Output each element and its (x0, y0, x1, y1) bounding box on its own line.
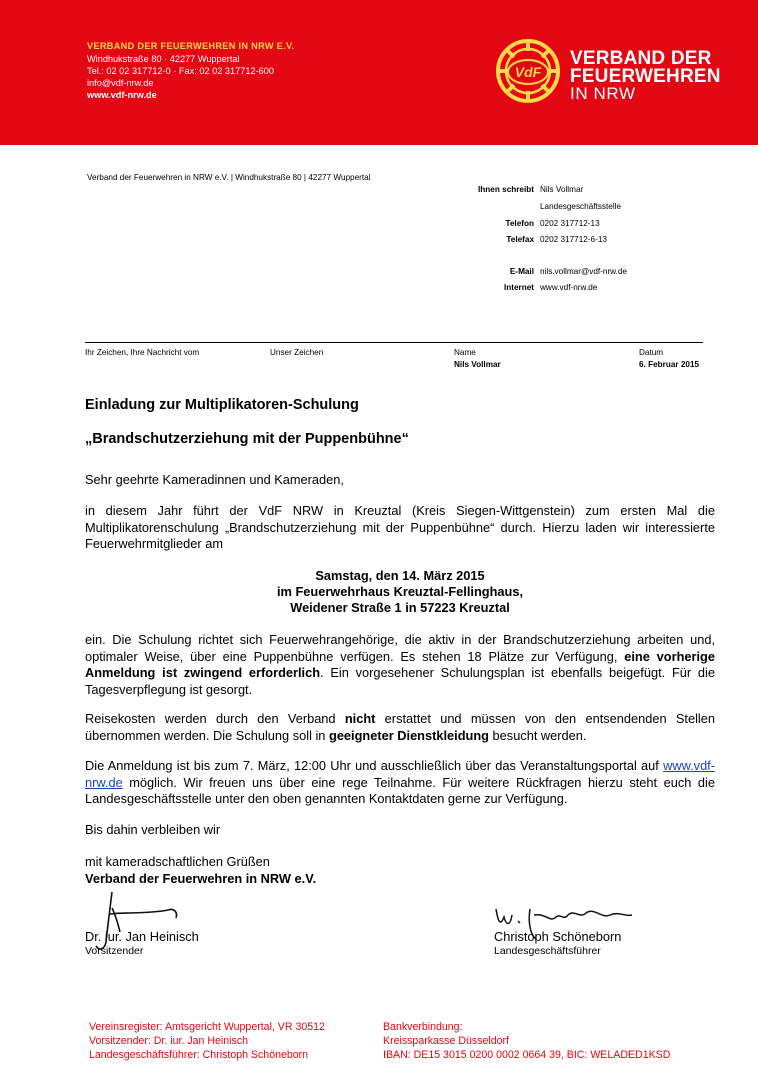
event-place: im Feuerwehrhaus Kreuztal-Fellinghaus, (276, 584, 524, 599)
registration-required-text: eine vorherige Anmeldung ist zwingend erforderlich (85, 648, 715, 681)
signer-right-name: Christoph Schöneborn (494, 929, 622, 944)
writer-department: Landesgeschäftsstelle (540, 202, 622, 211)
logo-mark-text: VdF (514, 64, 542, 80)
footer-bank-iban: IBAN: DE15 3015 0200 0002 0664 39, BIC: WELADED1KSD (383, 1049, 671, 1061)
logo-text-line2: FEUERWEHREN (570, 66, 721, 87)
name-value: Nils Vollmar (454, 360, 501, 369)
logo-text-line3: IN NRW (570, 84, 636, 103)
org-email[interactable]: info@vdf-nrw.de (87, 78, 154, 88)
footer-chairman: Vorsitzender: Dr. iur. Jan Heinisch (89, 1035, 248, 1047)
vdf-logo-icon (495, 38, 561, 104)
your-reference-label: Ihr Zeichen, Ihre Nachricht vom (85, 348, 200, 357)
org-phone-fax: Tel.: 02 02 317712-0 · Fax: 02 02 317712-600 (87, 66, 274, 76)
org-name: VERBAND DER FEUERWEHREN IN NRW E.V. (87, 41, 295, 51)
internet-label: Internet (503, 283, 534, 292)
closing-line: Bis dahin verbleiben wir (85, 822, 221, 837)
writer-label: Ihnen schreibt (478, 185, 534, 194)
closing-organization: Verband der Feuerwehren in NRW e.V. (85, 871, 317, 886)
paragraph-costs (85, 711, 715, 744)
footer-manager: Landesgeschäftsführer: Christoph Schöneborn (89, 1049, 309, 1061)
signer-left-role: Vorsitzender (85, 945, 144, 957)
portal-link[interactable]: www.vdf-nrw.de (85, 758, 715, 790)
costs-not-text: nicht (344, 711, 376, 726)
paragraph-costs-text-middle: erstattet und müssen von den entsendenden Stellen übernommen werden. Die Schulung soll in (85, 711, 715, 743)
paragraph-registration (85, 758, 715, 808)
closing-greeting: mit kameradschaftlichen Grüßen (85, 854, 270, 869)
paragraph-registration-text: Die Anmeldung ist bis zum 7. März, 12:00 Uhr und ausschließlich über das Veranstaltungsportal auf (85, 758, 664, 773)
fax-label: Telefax (506, 235, 534, 244)
paragraph-registration-text-end: möglich. Wir freuen uns über eine rege Teilnahme. Für weitere Rückfragen hierzu steht euch die Landesgeschäftsstelle unter den oben genannten Kontaktdaten gerne zur Verfügung. (85, 774, 715, 807)
event-date: Samstag, den 14. März 2015 (315, 568, 485, 583)
logo-text-line1: VERBAND DER (570, 48, 712, 69)
sender-return-line: Verband der Feuerwehren in NRW e.V. | Windhukstraße 80 | 42277 Wuppertal (87, 173, 371, 182)
event-address: Weidener Straße 1 in 57223 Kreuztal (290, 600, 510, 615)
name-label: Name (454, 348, 476, 357)
signer-left-name: Dr. iur. Jan Heinisch (85, 929, 199, 944)
letter-subject: Einladung zur Multiplikatoren-Schulung (85, 397, 359, 413)
internet-value[interactable]: www.vdf-nrw.de (540, 283, 598, 292)
salutation: Sehr geehrte Kameradinnen und Kameraden, (85, 472, 344, 487)
signer-right-role: Landesgeschäftsführer (494, 945, 601, 957)
org-address: Windhukstraße 80 · 42277 Wuppertal (87, 54, 240, 64)
paragraph-details (85, 632, 715, 698)
phone-label: Telefon (505, 219, 534, 228)
footer-register: Vereinsregister: Amtsgericht Wuppertal, VR 30512 (89, 1021, 325, 1033)
email-value[interactable]: nils.vollmar@vdf-nrw.de (540, 267, 628, 276)
footer-bank-name: Kreissparkasse Düsseldorf (383, 1035, 509, 1047)
paragraph-intro: in diesem Jahr führt der VdF NRW in Kreuztal (Kreis Siegen-Wittgenstein) zum ersten Mal die Multiplikatorenschulung „Brandschutzerziehung mit der Puppenbühne“ durch. Hierzu laden wir interessierte Feuerwehrmitglieder am (85, 503, 715, 552)
paragraph-details-text: ein. Die Schulung richtet sich Feuerwehrangehörige, die aktiv in der Brandschutzerziehung arbeiten und, optimaler Weise, über eine Puppenbühne verfügen. Es stehen 18 Plätze zur Verfügung, (85, 632, 715, 664)
date-label: Datum (639, 348, 664, 357)
uniform-text: geeigneter Dienstkleidung (329, 727, 489, 743)
fax-value: 0202 317712-6-13 (540, 235, 607, 244)
org-website[interactable]: www.vdf-nrw.de (87, 90, 157, 100)
letter-subject-title: „Brandschutzerziehung mit der Puppenbühne“ (85, 431, 409, 447)
reference-divider (85, 342, 703, 343)
letterhead-banner (0, 0, 758, 145)
writer-name: Nils Vollmar (540, 185, 584, 194)
paragraph-costs-text: Reisekosten werden durch den Verband (85, 711, 345, 726)
paragraph-costs-text-end: besucht werden. (489, 727, 587, 743)
phone-value: 0202 317712-13 (540, 219, 600, 228)
footer-bank-title: Bankverbindung: (383, 1021, 463, 1033)
our-reference-label: Unser Zeichen (270, 348, 324, 357)
email-label: E-Mail (509, 267, 534, 276)
date-value: 6. Februar 2015 (639, 360, 700, 369)
paragraph-details-text-end: . Ein vorgesehener Schulungsplan ist ebenfalls beigefügt. Für die Tagesverpflegung ist gesorgt. (85, 665, 715, 697)
